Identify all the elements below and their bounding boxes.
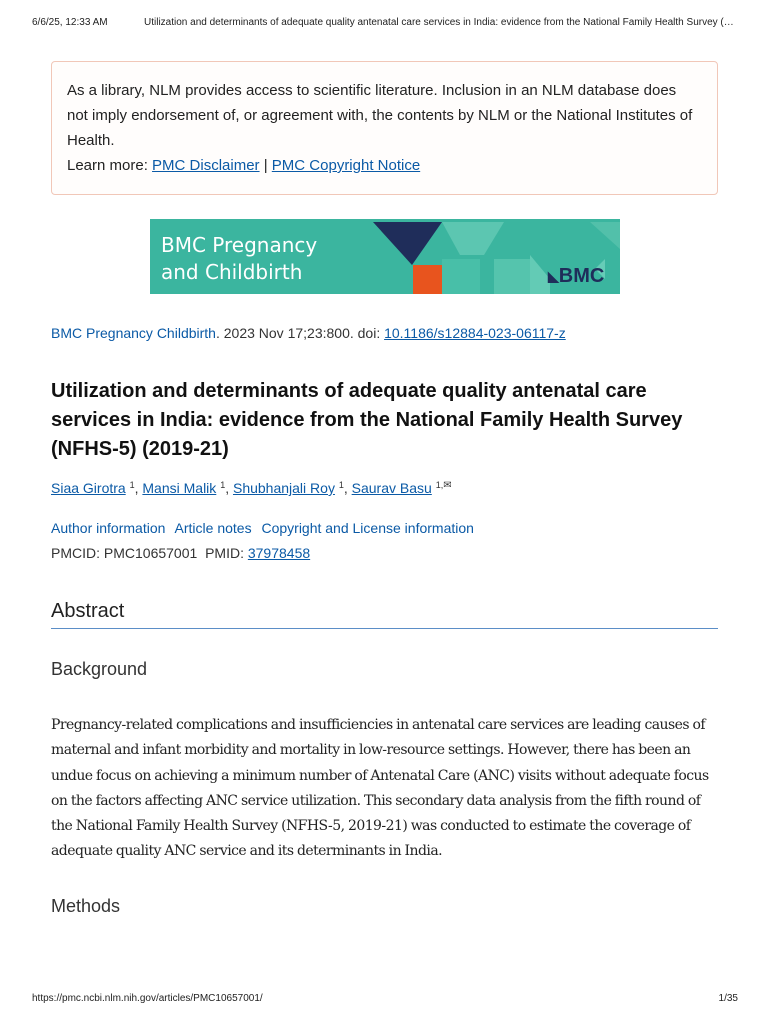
background-paragraph: Pregnancy-related complications and insufficiencies in antenatal care services are leading causes of maternal and infant morbidity and mortality in low-resource settings. However, there has been an undue focus on achieving a minimum number of Antenatal Care (ANC) visits without adequate focus on the factors affecting ANC service utilization. This secondary data analysis from the fifth round of the National Family Health Survey (NFHS-5, 2019-21) was conducted to estimate the coverage of adequate quality ANC service and its determinants in India. <box>51 717 709 860</box>
methods-heading: Methods <box>51 896 121 916</box>
author-affiliation: 1, <box>435 480 444 490</box>
nlm-notice <box>51 61 718 195</box>
author-link[interactable]: Siaa Girotra <box>51 480 126 496</box>
page-number: 1/35 <box>718 993 738 1004</box>
author-affiliation: 1 <box>129 480 135 490</box>
author-separator: , <box>343 480 352 496</box>
journal-banner[interactable] <box>150 219 620 294</box>
journal-name[interactable]: BMC Pregnancy Childbirth <box>51 325 216 341</box>
pmc-disclaimer-link[interactable]: PMC Disclaimer <box>152 157 260 174</box>
copyright-license-link[interactable]: Copyright and License information <box>261 520 474 536</box>
pmid-link[interactable]: 37978458 <box>247 545 311 561</box>
background-heading: Background <box>51 659 148 679</box>
pmcid-label: PMCID: <box>51 545 104 561</box>
author-link[interactable]: Mansi Malik <box>142 480 217 496</box>
print-footer <box>32 993 738 1004</box>
doi-link[interactable]: 10.1186/s12884-023-06117-z <box>384 325 566 341</box>
bmc-logo <box>548 265 604 288</box>
pmid-label: PMID: <box>205 545 248 561</box>
envelope-icon[interactable]: ✉ <box>443 480 452 491</box>
banner-title-line2: and Childbirth <box>161 260 303 284</box>
citation <box>51 325 566 341</box>
article-meta-links <box>51 520 480 536</box>
author-list <box>51 480 452 496</box>
author-link[interactable]: Shubhanjali Roy <box>232 480 335 496</box>
article-title: Utilization and determinants of adequate quality antenatal care services in India: evidence from the National Family Health Survey (NFHS-5) (2019-21) <box>51 380 683 460</box>
learn-more-label: Learn more: <box>67 157 153 174</box>
citation-details: . 2023 Nov 17;23:800. doi: <box>215 325 385 341</box>
notice-separator: | <box>259 157 272 174</box>
author-information-link[interactable]: Author information <box>51 520 166 536</box>
article-ids <box>51 545 310 561</box>
banner-title-line1: BMC Pregnancy <box>161 233 318 257</box>
pmcid-value: PMC10657001 <box>103 545 198 561</box>
bmc-triangle-icon: ◣ <box>548 268 559 284</box>
author-affiliation: 1 <box>338 480 344 490</box>
author-separator: , <box>134 480 143 496</box>
print-title: Utilization and determinants of adequate quality antenatal care services in India: evidence from the National Family Health Survey (… <box>144 17 734 28</box>
author-link[interactable]: Saurav Basu <box>351 480 432 496</box>
author-separator: , <box>225 480 233 496</box>
notice-text: As a library, NLM provides access to scientific literature. Inclusion in an NLM database does not imply endorsement of, or agreement with, the contents by NLM or the National Institutes of Health. <box>67 82 693 149</box>
print-url: https://pmc.ncbi.nlm.nih.gov/articles/PMC10657001/ <box>32 993 263 1004</box>
bmc-logo-text: BMC <box>558 265 605 287</box>
author-affiliation: 1 <box>220 480 226 490</box>
pmc-copyright-link[interactable]: PMC Copyright Notice <box>271 157 421 174</box>
article-notes-link[interactable]: Article notes <box>174 520 252 536</box>
abstract-heading: Abstract <box>51 600 718 629</box>
print-header <box>32 17 744 28</box>
print-timestamp: 6/6/25, 12:33 AM <box>32 17 108 28</box>
